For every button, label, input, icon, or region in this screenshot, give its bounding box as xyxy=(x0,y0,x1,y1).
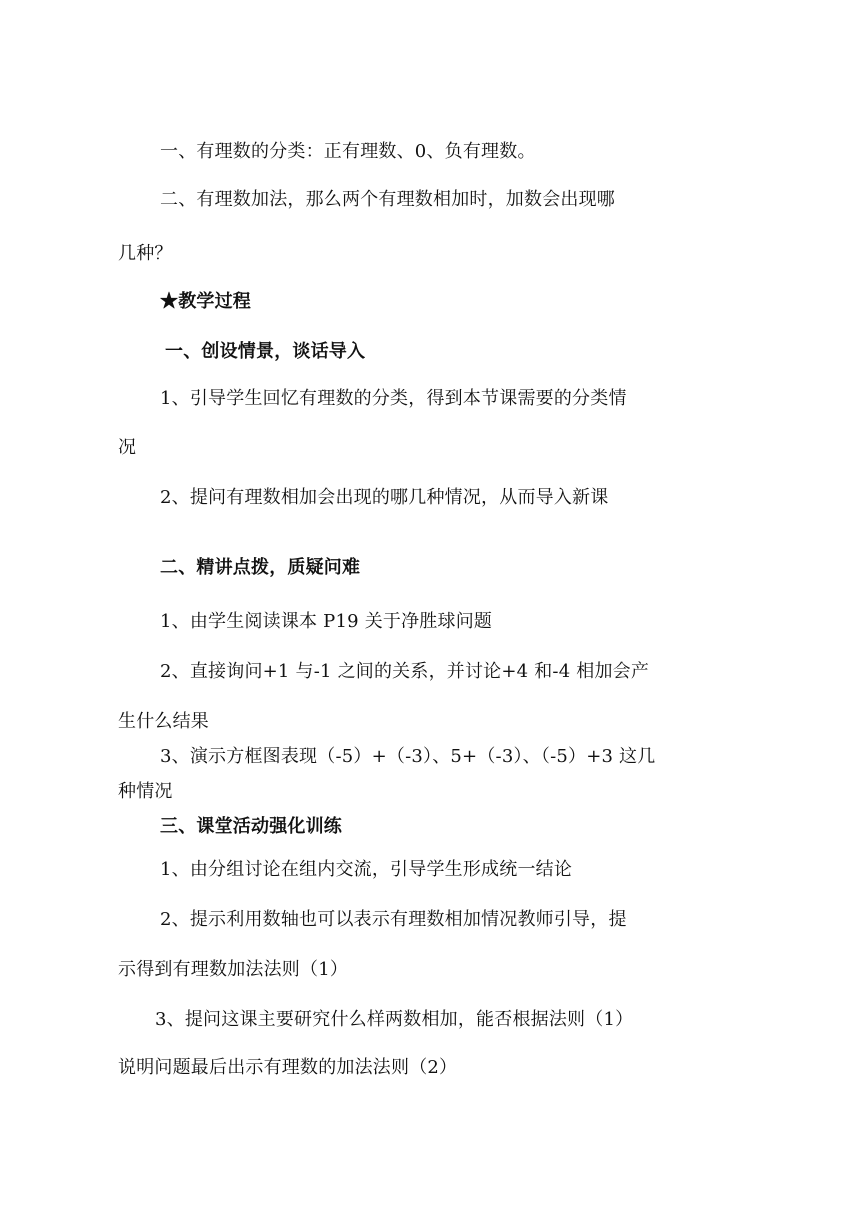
section-2-item-3-line-2: 种情况 xyxy=(118,781,173,802)
section-3-heading: 三、课堂活动强化训练 xyxy=(160,816,342,837)
section-1-item-2: 2、提问有理数相加会出现的哪几种情况，从而导入新课 xyxy=(160,487,609,508)
intro-paragraph-1: 一、有理数的分类：正有理数、0、负有理数。 xyxy=(160,141,536,162)
section-3-item-2-line-1: 2、提示利用数轴也可以表示有理数相加情况教师引导，提 xyxy=(160,909,627,930)
section-3-item-3-line-1: 3、提问这课主要研究什么样两数相加，能否根据法则（1） xyxy=(155,1009,634,1030)
section-2-heading: 二、精讲点拨，质疑问难 xyxy=(160,557,361,578)
section-2-item-1: 1、由学生阅读课本 P19 关于净胜球问题 xyxy=(160,611,493,632)
intro-paragraph-2-line-2: 几种？ xyxy=(118,243,173,264)
intro-paragraph-2-line-1: 二、有理数加法，那么两个有理数相加时，加数会出现哪 xyxy=(160,189,615,210)
section-2-item-2-line-2: 生什么结果 xyxy=(118,711,209,732)
section-1-item-1-line-1: 1、引导学生回忆有理数的分类，得到本节课需要的分类情 xyxy=(160,388,627,409)
section-2-item-3-line-1: 3、演示方框图表现（-5）+（-3）、5+（-3）、（-5）+3 这几 xyxy=(160,746,656,767)
section-3-item-1: 1、由分组讨论在组内交流，引导学生形成统一结论 xyxy=(160,859,573,880)
teaching-process-heading: ★教学过程 xyxy=(160,291,251,312)
section-2-item-2-line-1: 2、直接询问+1 与-1 之间的关系，并讨论+4 和-4 相加会产 xyxy=(160,661,650,682)
section-1-item-1-line-2: 况 xyxy=(118,437,137,458)
section-1-heading: 一、创设情景，谈话导入 xyxy=(165,341,366,362)
section-3-item-2-line-2: 示得到有理数加法法则（1） xyxy=(118,959,349,980)
section-3-item-3-line-2: 说明问题最后出示有理数的加法法则（2） xyxy=(118,1057,458,1078)
